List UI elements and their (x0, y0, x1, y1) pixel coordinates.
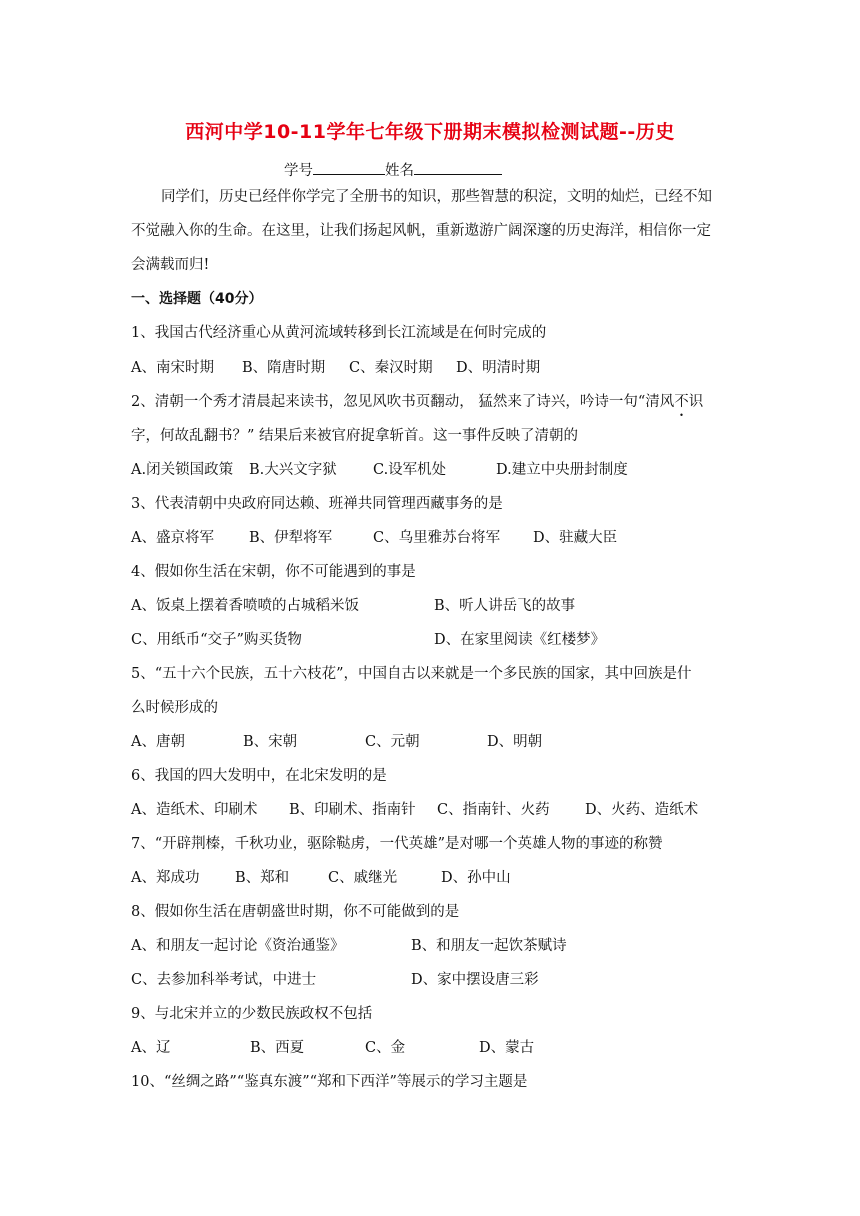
intro-line-2: 不觉融入你的生命。在这里，让我们扬起风帆，重新遨游广阔深邃的历史海洋，相信你一定 (131, 223, 711, 239)
q6-option-a: A、造纸术、印刷术 (131, 802, 258, 818)
student-id-blank[interactable] (313, 160, 385, 175)
q2-option-b: B.大兴文字狱 (249, 462, 337, 478)
q6-option-c: C、指南针、火药 (437, 802, 550, 818)
question-2-line-1 (131, 392, 703, 412)
q4-option-a: A、饭桌上摆着香喷喷的占城稻米饭 (131, 598, 359, 614)
q5-option-d: D、明朝 (487, 734, 543, 750)
q8-option-c: C、去参加科举考试，中进士 (131, 972, 317, 988)
question-5-line-2: 么时候形成的 (131, 700, 218, 716)
q1-option-a: A、南宋时期 (131, 360, 214, 376)
question-3: 3、代表清朝中央政府同达赖、班禅共同管理西藏事务的是 (131, 496, 503, 512)
question-10: 10、“丝绸之路”“鉴真东渡”“郑和下西洋”等展示的学习主题是 (131, 1074, 528, 1090)
student-name-blank[interactable] (414, 160, 502, 175)
q1-option-c: C、秦汉时期 (349, 360, 433, 376)
q8-option-d: D、家中摆设唐三彩 (411, 972, 539, 988)
q5-option-b: B、宋朝 (243, 734, 298, 750)
q2-text-a: 2、清朝一个秀才清晨起来读书，忽见风吹书页翻动， 猛然来了诗兴，吟诗一句“清 (131, 394, 660, 410)
q6-option-d: D、火药、造纸术 (585, 802, 699, 818)
q5-option-c: C、元朝 (365, 734, 420, 750)
q1-option-d: D、明清时期 (456, 360, 541, 376)
q3-option-d: D、驻藏大臣 (533, 530, 618, 546)
q4-option-c: C、用纸币“交子”购买货物 (131, 632, 302, 648)
q2-option-c: C.设军机处 (373, 462, 447, 478)
q9-option-a: A、辽 (131, 1040, 171, 1056)
question-9: 9、与北宋并立的少数民族政权不包括 (131, 1006, 373, 1022)
q8-option-a: A、和朋友一起讨论《资治通鉴》 (131, 938, 345, 954)
q4-option-d: D、在家里阅读《红楼梦》 (434, 632, 606, 648)
q7-option-c: C、戚继光 (328, 870, 398, 886)
question-4: 4、假如你生活在宋朝，你不可能遇到的事是 (131, 564, 416, 580)
q2-option-a: A.闭关锁国政策 (131, 462, 234, 478)
student-name-label: 姓名 (385, 163, 414, 179)
q2-text-d: 识 (688, 394, 704, 410)
question-2-line-2: 字，何故乱翻书？” 结果后来被官府捉拿斩首。这一事件反映了清朝的 (131, 428, 579, 444)
q2-emphasis-char: 不 (674, 394, 689, 410)
q9-option-b: B、西夏 (250, 1040, 305, 1056)
question-5-line-1: 5、“五十六个民族，五十六枝花”，中国自古以来就是一个多民族的国家，其中回族是什 (131, 666, 692, 682)
question-1: 1、我国古代经济重心从黄河流域转移到长江流域是在何时完成的 (131, 325, 547, 341)
q7-option-a: A、郑成功 (131, 870, 200, 886)
q4-option-b: B、听人讲岳飞的故事 (434, 598, 576, 614)
q3-option-b: B、伊犁将军 (249, 530, 333, 546)
q5-option-a: A、唐朝 (131, 734, 185, 750)
student-info (284, 159, 502, 180)
q2-option-d: D.建立中央册封制度 (496, 462, 628, 478)
q7-option-b: B、郑和 (235, 870, 290, 886)
intro-line-1: 同学们，历史已经伴你学完了全册书的知识，那些智慧的积淀，文明的灿烂，已经不知 (161, 189, 712, 205)
q9-option-d: D、蒙古 (479, 1040, 535, 1056)
question-7: 7、“开辟荆榛，千秋功业，驱除鞑虏，一代英雄”是对哪一个英雄人物的事迹的称赞 (131, 836, 663, 852)
question-6: 6、我国的四大发明中，在北宋发明的是 (131, 768, 387, 784)
page-title: 西河中学10-11学年七年级下册期末模拟检测试题--历史 (185, 121, 675, 143)
q8-option-b: B、和朋友一起饮茶赋诗 (411, 938, 567, 954)
q3-option-a: A、盛京将军 (131, 530, 214, 546)
q7-option-d: D、孙中山 (441, 870, 511, 886)
intro-line-3: 会满载而归! (131, 257, 210, 273)
student-id-label: 学号 (284, 163, 313, 179)
q2-text-b: 风 (659, 394, 675, 410)
q6-option-b: B、印刷术、指南针 (289, 802, 416, 818)
q9-option-c: C、金 (365, 1040, 406, 1056)
section-heading: 一、选择题（40分） (131, 291, 263, 307)
q1-option-b: B、隋唐时期 (242, 360, 326, 376)
q3-option-c: C、乌里雅苏台将军 (373, 530, 501, 546)
question-8: 8、假如你生活在唐朝盛世时期，你不可能做到的是 (131, 904, 460, 920)
